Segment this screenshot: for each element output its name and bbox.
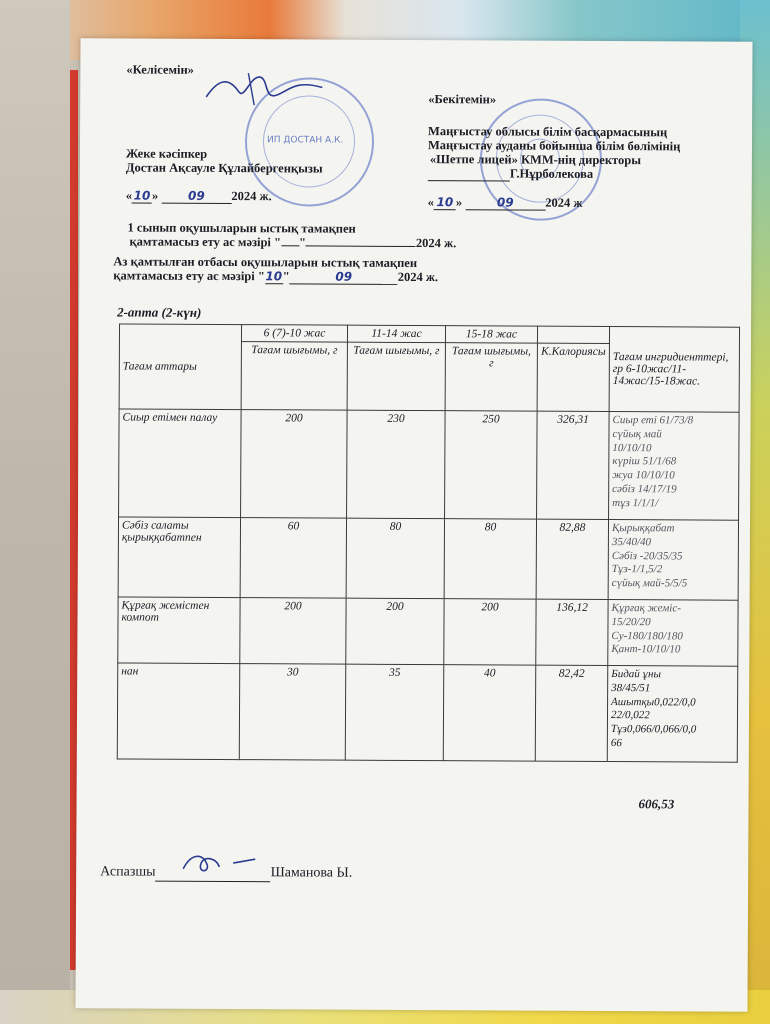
header-yield-1: Тағам шығымы, г bbox=[241, 342, 347, 411]
header-age-1: 6 (7)-10 жас bbox=[241, 325, 347, 343]
left-org-line1: Жеке кәсіпкер bbox=[125, 146, 208, 161]
yield-age-1: 30 bbox=[239, 664, 346, 761]
intro-line1: 1 сынып оқушыларын ыстық тамақпен bbox=[127, 220, 356, 236]
ingredients: Сиыр еті 61/73/8 сүйық май 10/10/10 күріш 51/1/68 жуа 10/10/10 сәбіз 14/17/19 тұз 1/1/1/ bbox=[609, 412, 740, 521]
table-row bbox=[119, 409, 740, 520]
background-left bbox=[0, 0, 70, 1024]
header-ingredients: Тағам ингридиенттері, гр 6-10жас/11-14жас/15-18жас. bbox=[609, 327, 739, 413]
header-yield-2: Тағам шығымы, г bbox=[347, 342, 445, 411]
yield-age-3: 80 bbox=[444, 519, 536, 599]
kcal: 82,42 bbox=[535, 665, 608, 761]
right-org-line2: Маңғыстау ауданы бойынша білім бөлімінің bbox=[427, 138, 681, 154]
left-date-month: 09 bbox=[161, 189, 231, 204]
menu-table bbox=[117, 323, 740, 762]
intro-line2: қамтамасыз ету ас мәзірі " " 2024 ж. bbox=[129, 234, 457, 251]
header-age-3: 15-18 жас bbox=[445, 326, 537, 343]
header-age-2: 11-14 жас bbox=[347, 325, 445, 343]
kcal: 82,88 bbox=[536, 519, 608, 599]
dish-name: нан bbox=[117, 663, 240, 760]
agree-label: «Келісемін» bbox=[126, 62, 194, 77]
yield-age-2: 230 bbox=[347, 410, 446, 519]
yield-age-1: 60 bbox=[240, 518, 346, 599]
table-row bbox=[118, 517, 738, 600]
kcal: 326,31 bbox=[537, 411, 610, 519]
yield-age-3: 200 bbox=[444, 599, 536, 665]
right-date: « 10 » 09 2024 ж bbox=[427, 195, 583, 210]
yield-age-3: 250 bbox=[445, 411, 538, 519]
dish-name: Сиыр етімен палау bbox=[119, 409, 242, 518]
left-date: « 10 » 09 2024 ж. bbox=[125, 188, 272, 204]
left-date-day: 10 bbox=[133, 188, 151, 203]
approve-label: «Бекітемін» bbox=[428, 92, 497, 107]
ingredients: Бидай ұны 38/45/51 Ашытқы0,022/0,0 22/0,022 Тұз0,066/0,066/0,0 66 bbox=[607, 666, 738, 763]
intro-line4: қамтамасыз ету ас мәзірі "10" 09 2024 ж. bbox=[113, 268, 439, 285]
table-header-row-1 bbox=[119, 324, 739, 344]
cook-label: Аспазшы bbox=[100, 864, 156, 880]
menu-document bbox=[75, 38, 752, 1012]
yield-age-2: 35 bbox=[345, 664, 444, 761]
yield-age-1: 200 bbox=[241, 410, 348, 519]
right-org-line1: Маңғыстау облысы білім басқармасының bbox=[428, 124, 668, 140]
yield-age-1: 200 bbox=[240, 598, 346, 665]
right-org-signature-line bbox=[428, 166, 593, 182]
school-director-signature bbox=[428, 166, 510, 181]
cook-name: Шаманова Ы. bbox=[270, 865, 353, 881]
intro-line3: Аз қамтылған отбасы оқушыларын ыстық тамақпен bbox=[113, 254, 418, 271]
stamp-left-text: ИП ДОСТАН А.К. bbox=[266, 135, 344, 146]
kcal: 136,12 bbox=[536, 599, 608, 665]
cook-signature-line bbox=[100, 864, 352, 882]
yield-age-3: 40 bbox=[443, 665, 536, 761]
header-kcal: К.Калориясы bbox=[537, 343, 609, 411]
right-org-line3: «Шетпе лицей» КММ-нің директоры bbox=[429, 152, 642, 168]
director-signature bbox=[198, 69, 328, 110]
table-row bbox=[118, 597, 738, 666]
header-yield-3: Тағам шығымы, г bbox=[445, 343, 537, 411]
right-date-month: 09 bbox=[465, 195, 545, 210]
left-org-line2: Достан Ақсауле Құлайбергенқызы bbox=[125, 160, 323, 176]
ingredients: Құрғақ жеміс- 15/20/20 Су-180/180/180 Қант-10/10/10 bbox=[608, 600, 738, 667]
right-date-day: 10 bbox=[434, 195, 456, 210]
dish-name: Құрғақ жемістен компот bbox=[118, 597, 240, 664]
week-label: 2-апта (2-күн) bbox=[117, 304, 202, 320]
right-org-line4: Г.Нұрболекова bbox=[509, 166, 594, 181]
header-dish: Тағам аттары bbox=[119, 324, 241, 410]
total-calories: 606,53 bbox=[638, 796, 675, 812]
cook-signature bbox=[156, 865, 271, 883]
header-blank bbox=[537, 326, 609, 343]
yield-age-2: 200 bbox=[346, 598, 444, 665]
dish-name: Сәбіз салаты қырыққабатпен bbox=[118, 517, 240, 598]
table-row bbox=[117, 663, 737, 762]
ingredients: Қырыққабат 35/40/40 Сәбіз -20/35/35 Тұз-1/1,5/2 сүйық май-5/5/5 bbox=[608, 520, 738, 601]
yield-age-2: 80 bbox=[346, 518, 444, 599]
